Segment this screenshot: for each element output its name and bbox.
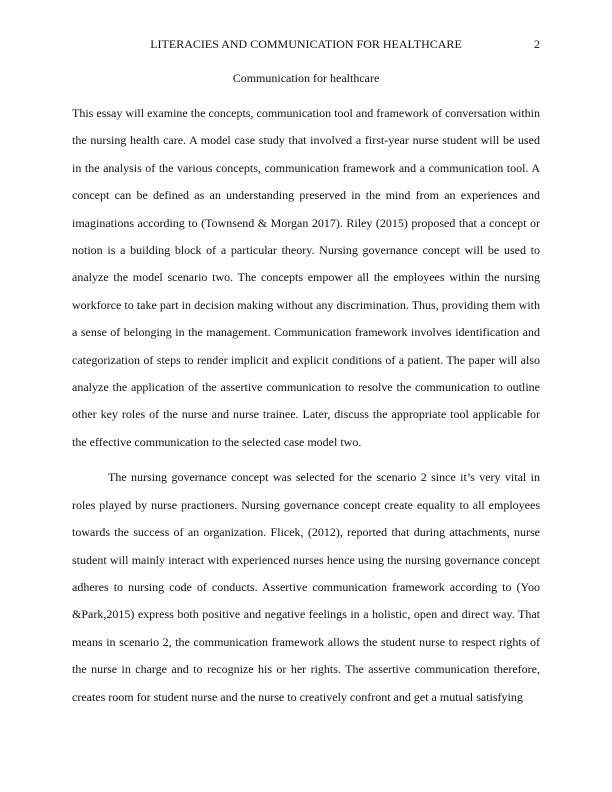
paragraph-introduction: This essay will examine the concepts, communication tool and framework of conversation within the nursing health care. A model case study that involved a first-year nurse student will be used in the analysis of the various concepts, communication framework and a communication tool. A concept can be defined as an understanding preserved in the mind from an experiences and imaginations according to (Townsend & Morgan 2017). Riley (2015) proposed that a concept or notion is a building block of a particular theory. Nursing governance concept will be used to analyze the model scenario two. The concepts empower all the employees within the nursing workforce to take part in decision making without any discrimination. Thus, providing them with a sense of belonging in the management. Communication framework involves identification and categorization of steps to render implicit and explicit conditions of a patient. The paper will also analyze the application of the assertive communication to resolve the communication to outline other key roles of the nurse and nurse trainee. Later, discuss the appropriate tool applicable for the effective communication to the selected case model two. — [72, 106, 540, 449]
running-head-title: LITERACIES AND COMMUNICATION FOR HEALTHCARE — [150, 37, 462, 51]
body-text — [72, 100, 540, 711]
paragraph-governance-concept: The nursing governance concept was selected for the scenario 2 since it’s very vital in roles played by nurse practioners. Nursing governance concept create equality to all employees towards the success of an organization. Flicek, (2012), reported that during attachments, nurse student will mainly interact with experienced nurses hence using the nursing governance concept adheres to nursing code of conducts. Assertive communication framework according to (Yoo &Park,2015) express both positive and negative feelings in a holistic, open and direct way. That means in scenario 2, the communication framework allows the student nurse to respect rights of the nurse in charge and to recognize his or her rights. The assertive communication therefore, creates room for student nurse and the nurse to creatively confront and get a mutual satisfying — [72, 470, 540, 704]
document-title: Communication for healthcare — [232, 71, 380, 85]
page-number: 2 — [534, 37, 540, 51]
running-header — [72, 36, 540, 52]
